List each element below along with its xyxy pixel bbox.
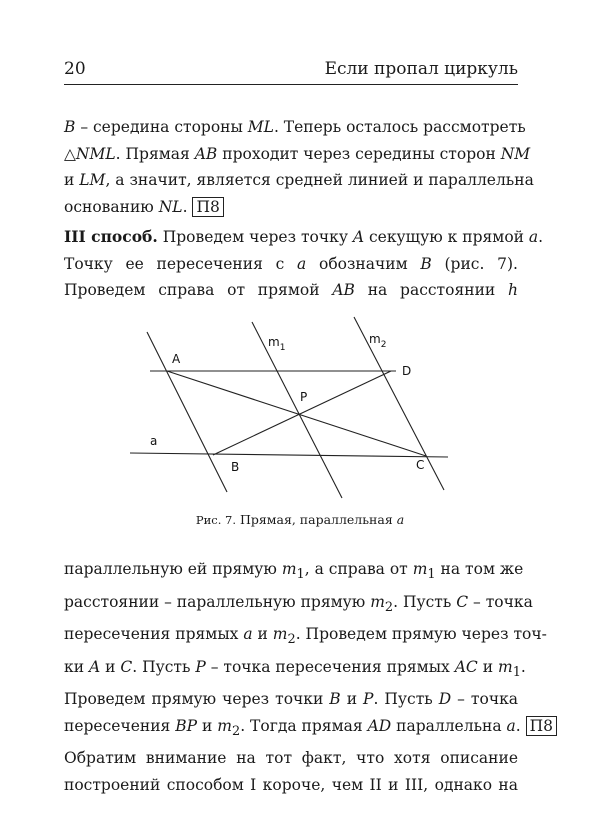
paragraph-2: [64, 224, 544, 304]
math-var: AC: [454, 657, 478, 676]
math-var: h: [508, 281, 518, 299]
math-sub: 2: [231, 723, 241, 739]
math-sub: 1: [296, 567, 305, 583]
math-var: P: [195, 657, 206, 676]
text-line: [64, 686, 518, 713]
paragraph-3: [64, 556, 554, 798]
theorem-ref-box: П8: [526, 716, 557, 736]
math-var: a: [243, 625, 253, 644]
label-line-m1: [268, 335, 285, 353]
text-line: [64, 167, 534, 194]
chapter-title: Если пропал циркуль: [324, 59, 518, 79]
math-var: C: [456, 592, 469, 611]
text-run: . Пусть: [393, 592, 457, 611]
math-var: ML: [247, 118, 274, 136]
text-run: – точка: [451, 690, 519, 709]
text-line: [64, 713, 554, 746]
text-run: построений способом I короче, чем II и III, однако на: [64, 775, 518, 794]
text-run: Обратим внимание на тот факт, что хотя описание: [64, 749, 518, 768]
math-var: BP: [175, 716, 198, 735]
math-sub: 1: [427, 567, 436, 583]
paragraph-1: [64, 114, 534, 220]
text-run: и: [340, 690, 364, 709]
text-run: . Теперь осталось рассмотреть: [273, 118, 526, 136]
text-line: [64, 141, 531, 168]
text-run: и: [477, 657, 498, 676]
text-run: .: [520, 657, 526, 676]
math-var: a: [297, 254, 307, 273]
text-line: [64, 114, 526, 141]
text-run: Проведем через точку: [157, 228, 353, 246]
math-var: D: [438, 690, 452, 709]
text-run: . Пусть: [132, 657, 196, 676]
page-number: 20: [64, 59, 86, 79]
text-line: [64, 277, 518, 304]
math-var: m: [217, 716, 232, 735]
text-run: проходит через середины сторон: [217, 144, 501, 163]
line-m1: [252, 322, 342, 498]
math-var: AB: [194, 144, 218, 163]
math-var: m: [370, 592, 385, 611]
label-m1-sub: 1: [279, 343, 286, 353]
label-line-m2: [369, 332, 386, 350]
text-run: . Тогда прямая: [240, 716, 368, 735]
text-run: основанию: [64, 197, 159, 216]
text-run: пересечения прямых: [64, 625, 244, 644]
method-heading: III способ.: [64, 227, 158, 246]
line-m2: [354, 317, 444, 490]
label-point-p: P: [300, 390, 308, 404]
text-run: . Проведем прямую через точ-: [295, 625, 547, 644]
text-run: – середина стороны: [75, 118, 248, 136]
label-point-b: B: [231, 460, 240, 474]
text-run: и: [252, 625, 273, 644]
text-run: (рис. 7).: [431, 254, 518, 273]
math-var: AD: [367, 716, 392, 735]
text-run: пересечения: [64, 716, 176, 735]
math-var: a: [506, 716, 516, 735]
text-run: на расстоянии: [354, 281, 509, 299]
text-run: , а значит, является средней линией и параллельна: [105, 171, 534, 189]
math-sub: 1: [512, 664, 521, 680]
text-run: на том же: [435, 560, 524, 578]
text-run: . Прямая: [115, 144, 195, 163]
math-var: B: [420, 254, 432, 273]
figure-7-diagram: [120, 312, 460, 508]
math-var: m: [412, 560, 428, 578]
text-run: .: [182, 197, 188, 216]
label-m2-base: m: [369, 332, 381, 346]
header-rule: [64, 84, 518, 85]
figure-caption: [0, 512, 600, 528]
text-run: .: [515, 716, 521, 735]
line-ac: [167, 371, 426, 456]
label-m1-base: m: [268, 335, 280, 349]
text-run: обозначим: [306, 254, 421, 273]
math-sub: 2: [384, 599, 394, 615]
line-a: [130, 453, 448, 457]
line-ab-secant: [147, 332, 227, 492]
text-line: [64, 621, 547, 654]
text-line: [64, 589, 533, 622]
math-var: m: [281, 560, 297, 578]
caption-text: Прямая, параллельная: [239, 512, 397, 527]
text-run: и: [197, 716, 218, 735]
caption-number: Рис. 7.: [195, 513, 236, 527]
math-var: m: [272, 625, 288, 644]
math-var: A: [352, 228, 365, 246]
theorem-ref-box: П8: [192, 197, 223, 217]
text-line: [64, 654, 526, 687]
text-run: параллельна: [391, 716, 507, 735]
label-point-d: D: [402, 364, 412, 378]
math-var: P: [363, 690, 374, 709]
text-run: , а справа от: [304, 560, 413, 578]
text-run: – точка: [468, 592, 533, 611]
math-var: A: [88, 657, 101, 676]
text-run: ки: [64, 657, 89, 676]
math-var: LM: [79, 171, 106, 189]
text-line: [64, 772, 518, 799]
math-var: C: [120, 657, 133, 676]
text-line: [64, 194, 518, 221]
math-var: a: [528, 228, 539, 246]
text-run: Точку ее пересечения с: [64, 254, 297, 273]
text-run: Проведем прямую через точки: [64, 690, 330, 709]
label-m2-sub: 2: [380, 340, 387, 350]
math-var: m: [497, 657, 513, 676]
label-line-a: a: [150, 434, 158, 448]
text-run: расстоянии – параллельную прямую: [64, 592, 371, 611]
caption-var: a: [396, 512, 405, 527]
math-var: △NML: [64, 144, 116, 163]
text-line: [64, 556, 524, 589]
text-run: Проведем справа от прямой: [64, 281, 333, 299]
math-var: B: [329, 690, 341, 709]
math-var: NM: [500, 144, 531, 163]
text-run: – точка пересечения прямых: [205, 657, 455, 676]
label-point-c: C: [416, 458, 425, 472]
running-header: [64, 58, 518, 80]
text-line: [64, 745, 518, 772]
label-point-a: A: [172, 352, 181, 366]
text-run: секущую к прямой: [364, 228, 529, 246]
text-line: [64, 224, 544, 251]
line-bd: [213, 371, 391, 455]
text-run: и: [100, 657, 121, 676]
math-sub: 2: [287, 632, 296, 648]
math-var: B: [64, 118, 76, 136]
text-run: .: [538, 228, 544, 246]
math-var: AB: [332, 281, 355, 299]
text-run: и: [64, 171, 80, 189]
text-run: параллельную ей прямую: [64, 560, 282, 578]
math-var: NL: [158, 197, 183, 216]
text-line: [64, 251, 518, 278]
text-run: . Пусть: [373, 690, 439, 709]
